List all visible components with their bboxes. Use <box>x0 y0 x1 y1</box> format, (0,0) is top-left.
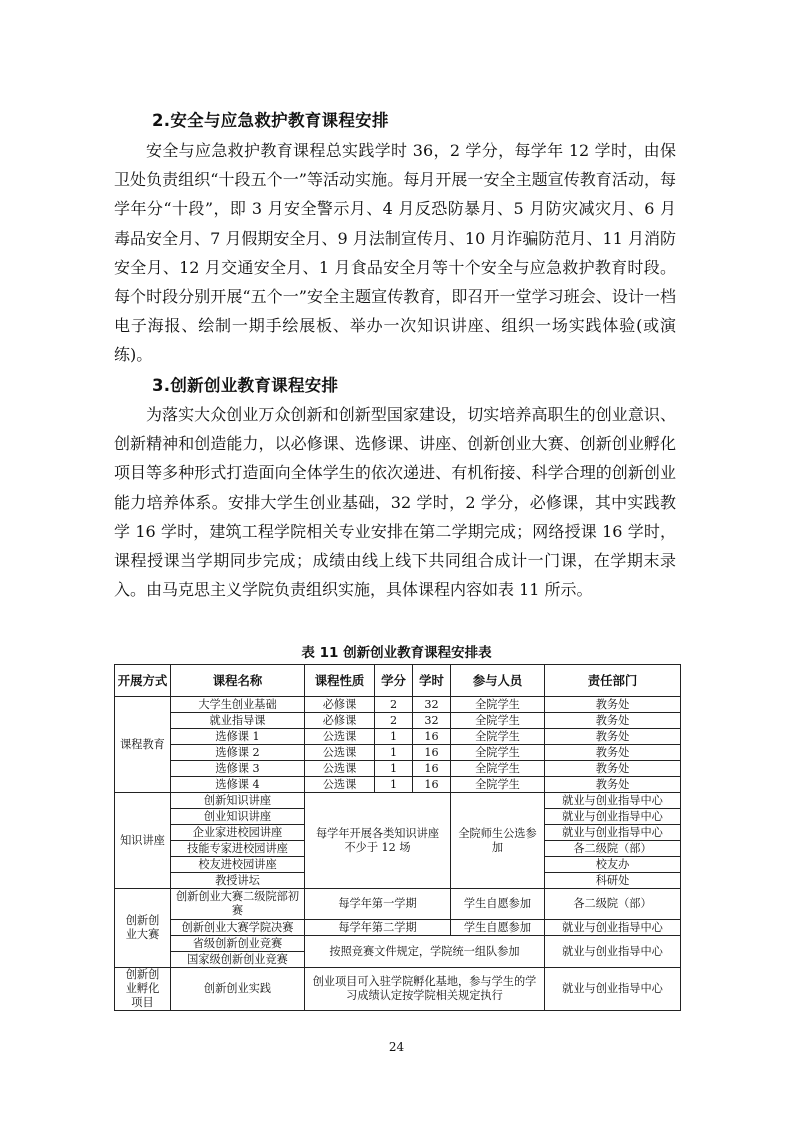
table-row <box>115 936 681 952</box>
section-3-heading: 3.创新创业教育课程安排 <box>152 376 339 395</box>
competition-name: 国家级创新创业竞赛 <box>171 952 305 968</box>
course-dept: 教务处 <box>545 697 681 713</box>
course-arrangement-table <box>114 664 681 1011</box>
course-hours: 32 <box>413 697 451 713</box>
course-participants: 全院学生 <box>451 777 545 793</box>
lecture-name: 企业家进校园讲座 <box>171 825 305 841</box>
table-row <box>115 697 681 713</box>
lecture-dept: 就业与创业指导中心 <box>545 793 681 809</box>
course-hours: 16 <box>413 745 451 761</box>
lecture-name: 创新知识讲座 <box>171 793 305 809</box>
table-row <box>115 968 681 1011</box>
course-credit: 1 <box>375 777 413 793</box>
contest-dept: 就业与创业指导中心 <box>545 920 681 936</box>
table-row <box>115 713 681 729</box>
course-dept: 教务处 <box>545 745 681 761</box>
course-participants: 全院学生 <box>451 713 545 729</box>
table-row <box>115 777 681 793</box>
header-cell: 开展方式 <box>115 665 171 697</box>
header-cell: 责任部门 <box>545 665 681 697</box>
course-hours: 16 <box>413 761 451 777</box>
table-caption: 表 11 创新创业教育课程安排表 <box>301 645 492 661</box>
course-type: 公选课 <box>305 761 375 777</box>
group-label-incubation: 创新创业孵化项目 <box>115 968 171 1011</box>
table-row <box>115 761 681 777</box>
table-header-row <box>115 665 681 697</box>
section-2-heading: 2.安全与应急救护教育课程安排 <box>152 111 389 130</box>
course-hours: 16 <box>413 729 451 745</box>
lecture-name: 创业知识讲座 <box>171 809 305 825</box>
section-2-paragraph: 安全与应急救护教育课程总实践学时 36，2 学分，每学年 12 学时，由保卫处负责组织“十段五个一”等活动实施。每月开展一安全主题宣传教育活动，每学年分“十段”，即 3 月安全警示月、4 月反恐防暴月、5 月防灾减灾月、6 月毒品安全月、7 月假期安全月、9 月法制宣传月、10 月诈骗防范月、11 月消防安全月、12 月交通安全月、1 月食品安全月等十个安全与应急救护教育时段。每个时段分别开展“五个一”安全主题宣传教育，即召开一堂学习班会、设计一档电子海报、绘制一期手绘展板、举办一次知识讲座、组织一场实践体验(或演练)。 <box>114 141 676 365</box>
lecture-dept: 就业与创业指导中心 <box>545 809 681 825</box>
course-dept: 教务处 <box>545 729 681 745</box>
lecture-participants: 全院师生公选参加 <box>451 793 545 889</box>
header-cell: 课程性质 <box>305 665 375 697</box>
course-dept: 教务处 <box>545 713 681 729</box>
contest-time: 每学年第二学期 <box>305 920 451 936</box>
course-name: 大学生创业基础 <box>171 697 305 713</box>
incubation-name: 创新创业实践 <box>171 968 305 1011</box>
contest-time: 每学年第一学期 <box>305 889 451 920</box>
table-row <box>115 889 681 920</box>
course-name: 选修课 4 <box>171 777 305 793</box>
course-type: 公选课 <box>305 729 375 745</box>
course-type: 公选课 <box>305 777 375 793</box>
lecture-frequency-note: 每学年开展各类知识讲座不少于 12 场 <box>305 793 451 889</box>
course-type: 必修课 <box>305 713 375 729</box>
section-3-paragraph: 为落实大众创业万众创新和创新型国家建设，切实培养高职生的创业意识、创新精神和创造能力，以必修课、选修课、讲座、创新创业大赛、创新创业孵化项目等多种形式打造面向全体学生的依次递进、有机衔接、科学合理的创新创业能力培养体系。安排大学生创业基础，32 学时，2 学分，必修课，其中实践教学 16 学时，建筑工程学院相关专业安排在第二学期完成；网络授课 16 学时，课程授课当学期同步完成；成绩由线上线下共同组合成计一门课，在学期末录入。由马克思主义学院负责组织实施，具体课程内容如表 11 所示。 <box>114 405 676 600</box>
course-name: 选修课 2 <box>171 745 305 761</box>
competition-dept: 就业与创业指导中心 <box>545 936 681 968</box>
course-type: 公选课 <box>305 745 375 761</box>
header-cell: 学时 <box>413 665 451 697</box>
lecture-name: 教授讲坛 <box>171 873 305 889</box>
contest-name: 创新创业大赛学院决赛 <box>171 920 305 936</box>
lecture-dept: 各二级院（部） <box>545 841 681 857</box>
competition-note: 按照竞赛文件规定，学院统一组队参加 <box>305 936 545 968</box>
contest-name: 创新创业大赛二级院部初赛 <box>171 889 305 920</box>
lecture-dept: 校友办 <box>545 857 681 873</box>
course-credit: 1 <box>375 729 413 745</box>
course-credit: 1 <box>375 745 413 761</box>
incubation-dept: 就业与创业指导中心 <box>545 968 681 1011</box>
contest-participants: 学生自愿参加 <box>451 920 545 936</box>
course-name: 选修课 1 <box>171 729 305 745</box>
course-name: 就业指导课 <box>171 713 305 729</box>
page-number: 24 <box>388 1040 405 1054</box>
course-participants: 全院学生 <box>451 761 545 777</box>
header-cell: 学分 <box>375 665 413 697</box>
course-dept: 教务处 <box>545 777 681 793</box>
lecture-dept: 就业与创业指导中心 <box>545 825 681 841</box>
header-cell: 课程名称 <box>171 665 305 697</box>
course-hours: 32 <box>413 713 451 729</box>
incubation-note: 创业项目可入驻学院孵化基地，参与学生的学习成绩认定按学院相关规定执行 <box>305 968 545 1011</box>
course-type: 必修课 <box>305 697 375 713</box>
contest-dept: 各二级院（部） <box>545 889 681 920</box>
course-credit: 1 <box>375 761 413 777</box>
table-row <box>115 745 681 761</box>
course-credit: 2 <box>375 697 413 713</box>
group-label-course: 课程教育 <box>115 697 171 793</box>
header-cell: 参与人员 <box>451 665 545 697</box>
course-participants: 全院学生 <box>451 729 545 745</box>
competition-name: 省级创新创业竞赛 <box>171 936 305 952</box>
course-participants: 全院学生 <box>451 697 545 713</box>
course-credit: 2 <box>375 713 413 729</box>
course-dept: 教务处 <box>545 761 681 777</box>
lecture-name: 校友进校园讲座 <box>171 857 305 873</box>
course-participants: 全院学生 <box>451 745 545 761</box>
group-label-lecture: 知识讲座 <box>115 793 171 889</box>
lecture-name: 技能专家进校园讲座 <box>171 841 305 857</box>
group-label-contest: 创新创业大赛 <box>115 889 171 968</box>
table-row <box>115 793 681 809</box>
course-name: 选修课 3 <box>171 761 305 777</box>
table-row <box>115 920 681 936</box>
contest-participants: 学生自愿参加 <box>451 889 545 920</box>
lecture-dept: 科研处 <box>545 873 681 889</box>
table-row <box>115 729 681 745</box>
course-hours: 16 <box>413 777 451 793</box>
